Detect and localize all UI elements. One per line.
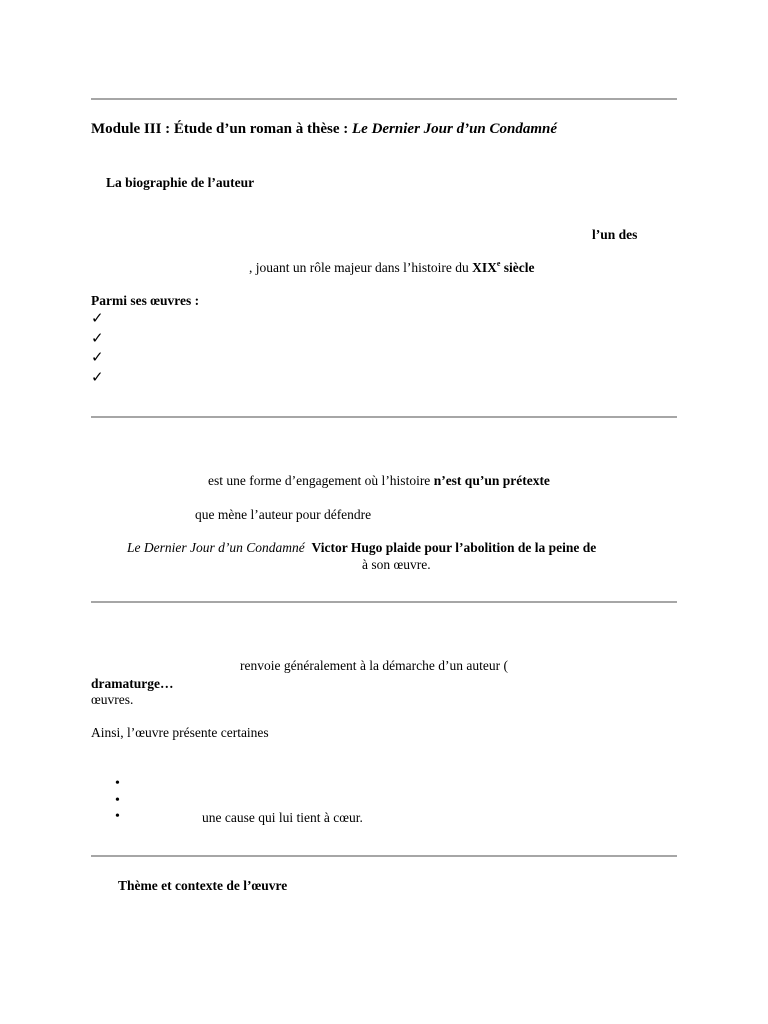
check-icon: ✓	[91, 348, 104, 366]
consequence-line: Ainsi, l’œuvre présente certaines	[91, 725, 269, 740]
bullet-icon: •	[115, 809, 120, 824]
biography-line-text: , jouant un rôle majeur dans l’histoire du	[249, 260, 473, 275]
bullet-icon: •	[115, 793, 120, 808]
check-icon: ✓	[91, 368, 104, 386]
biography-line	[249, 261, 535, 275]
works-label: Parmi ses œuvres :	[91, 293, 200, 308]
check-icon: ✓	[91, 329, 104, 347]
list-item: une cause qui lui tient à cœur.	[202, 810, 363, 825]
check-icon: ✓	[91, 309, 104, 327]
fragment-right: l’un des	[592, 227, 638, 242]
divider-3	[91, 855, 677, 857]
divider-top	[91, 98, 677, 100]
title-prefix: Module III : Étude d’un roman à thèse :	[91, 121, 352, 137]
hugo-line	[127, 541, 596, 555]
century-numeral: XIXe siècle	[472, 259, 535, 275]
page-title	[91, 122, 557, 137]
bullet-icon: •	[115, 776, 120, 791]
section-heading-biography: La biographie de l’auteur	[106, 175, 255, 190]
dramaturge-word: dramaturge…	[91, 676, 174, 691]
divider-1	[91, 416, 677, 418]
title-book: Le Dernier Jour d’un Condamné	[352, 121, 558, 137]
section-heading-theme: Thème et contexte de l’œuvre	[118, 878, 288, 893]
defense-line: que mène l’auteur pour défendre	[195, 507, 372, 522]
hugo-statement: Victor Hugo plaide pour l’abolition de la peine de	[311, 540, 597, 555]
definition-line: renvoie généralement à la démarche d’un auteur (	[240, 658, 508, 673]
engagement-line	[208, 474, 550, 488]
engagement-emphasis: n’est qu’un prétexte	[433, 473, 550, 488]
oeuvres-word: œuvres.	[91, 692, 134, 707]
engagement-text: est une forme d’engagement où l’histoire	[208, 473, 434, 488]
oeuvre-line: à son œuvre.	[362, 557, 431, 572]
divider-2	[91, 601, 677, 603]
book-title-inline: Le Dernier Jour d’un Condamné	[127, 540, 305, 555]
